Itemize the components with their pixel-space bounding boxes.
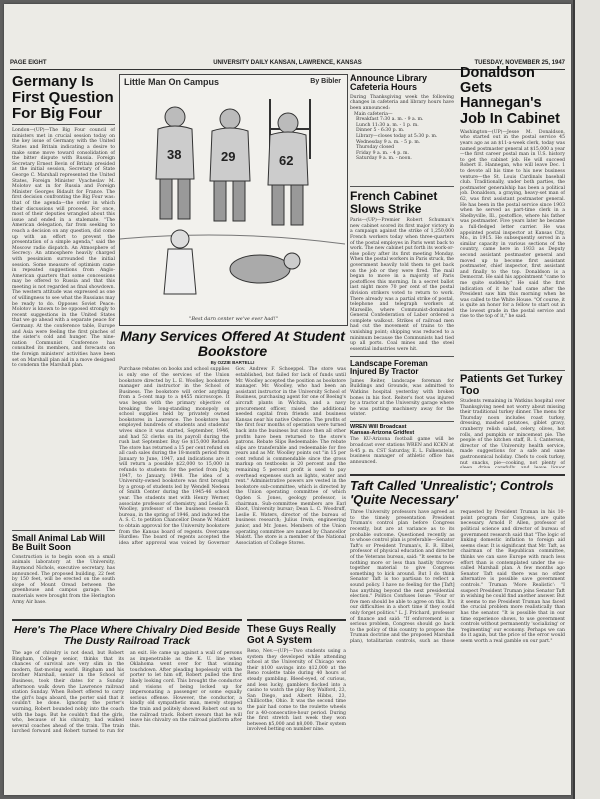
newspaper-page (4, 4, 571, 795)
animal-lab-body: Construction is to begin soon on a small animals laboratory at the University, Raymond Nichols, executive secretary, has announced. The proposed building, 22 feet by 150 feet, will be erected on the south slope of Mount Oread between the greenhouse and campus garage. The materials were brought from the Herington Army Air base. (12, 554, 115, 605)
landscape-headline: Landscape Foreman Injured By Tractor (350, 359, 428, 377)
taft-headline: Taft Called 'Unrealistic'; Controls 'Quite Necessary' (350, 478, 554, 507)
page-label: PAGE EIGHT (10, 60, 47, 66)
chivalry-body: The age of chivalry is not dead, but Robert Bingham, College senior, thinks that its chances of survival are very slim in the modern, fast-moving world. Bingham and his brother Marshall, senior in the School of Business, took their dates for a Sunday afternoon walk down the Lawrence railroad station Sunday. When Robert offered to carry the girl's bags aboard, the porter said that it couldn't be done. Ignoring the porter's warning, Robert bounded nobly into the coach with the bags. But he couldn't find the girls, who, because of his chivalry, had walked several coaches ahead of the train. The train lurched forward and Robert turned to run for an exit. He came up against a wall of persons as impenetrable as the K. U. line when Oklahoma went over for that winning touchdown. After pleading hopelessly with the porter to let him off, Robert pulled the first likely looking cord. This brought the conductor and visions of being locked up for impersonating a passenger or some equally serious offense. However, the conductor, a kindly old sympathetic man, merely stopped the train and politely showed Robert out on to the railroad track. Robert swears that he will leave his chivalry on the railroad platform after this. (12, 651, 242, 735)
center-figure (230, 253, 300, 283)
schedule-line: Saturday 9 a. m. - noon. (356, 156, 412, 162)
player-figure (210, 109, 250, 221)
turkey-body: Students remaining in Watkins hospital over Thanksgiving need not worry about missing their traditional turkey dinner. The menu for Thursday noon includes roast turkey, dressing, mashed potatoes, giblet gravy, cranberry relish salad, celery, olives, hot rolls, and pumpkin or mincemeat pie. The people of the kitchen staff, R. I. Canterson, director of the University health service, made suggestions for a safe and sane gastronomical holiday. Chefs to cook turkey, nut snacks, pie—cooking, not plenty of (460, 399, 565, 466)
wren-label: WREN Will Broadcast (350, 423, 407, 430)
jersey-number: 62 (279, 153, 294, 168)
cafeteria-article (350, 74, 454, 182)
schedule-line: Friday 9 a. m. - 4 p. m. (356, 150, 409, 156)
animal-lab-article (12, 530, 115, 614)
paper-name: UNIVERSITY DAILY KANSAN, LAWRENCE, KANSAS (213, 60, 362, 66)
cafeteria-headline: Announce Library Cafeteria Hours (350, 74, 428, 93)
animal-lab-headline: Small Animal Lab Will Be Built Soon (12, 533, 106, 553)
schedule-line: Dinner 5 - 6:30 p. m. (356, 128, 405, 134)
rally-body: Reno, Nev.—(UP)—Two students using a system they developed while attending school at the University of Chicago won their $100 savings into $12,000 at the Reno roulette table during 40 hours of steady gambling. Bleed-eyed, of curious, and less lucky, gamblers flocked into a casino to watch the play Roy Walford, 23, San Diego, and Albert Hibbs, 23, Chillicothe, Ohio. It was the second time the pair had come to the roulette wheels for a 40-consecutive-hour period. During the first stretch last week they won between $5,000 and $8,000. Their system involved betting on number nine. (247, 649, 346, 733)
taft-article (350, 474, 565, 792)
bookstore-byline: By OZZIE BARTELLI (210, 360, 255, 366)
cartoon-byline: By Bibler (310, 78, 341, 85)
schedule-line: Wednesday 9 a. m. - 5 p. m. (356, 139, 421, 145)
player-figure (156, 107, 194, 219)
french-headline: French Cabinet Slows Strike (350, 189, 438, 216)
schedule-line: Thursday closed (356, 145, 395, 151)
cafeteria-schedule-heading: Main cafeteria— (354, 111, 393, 117)
bookstore-headline: Many Services Offered At Student Bookstore (120, 329, 345, 359)
bookstore-body: Purchase rebates on books and school supplies is only one of the services of the Union bookstore directed by L. E. Woolley, bookstore manager and instructor in the School of Business. The bookstore will order anything from a 5-cent map to a $455 microscope. It was begun with the primary objective of breaking the long-standing monopoly on school supplies held by privately owned bookstores in Lawrence. The bookstore has employed hundreds of students and students' wives since it was started, September, 1946, and had 52 clerks on its payroll during the rush last September. Buy Ge $15,000 Refund: The store has returned a 15 per cent refund on all cash sales during the 18-month period from January to June, 1947, and indications are it will return a possible $22,000 to 15,000 in refunds to students for the period from July, 1947, to January, 1948. The idea of a University-owned bookstore was first brought by a group of students led by Wendell Nedeau of Smith Center during the 1945-46 school year. The students met with Henry Werner, associate professor of chemistry, and Leslie E. Woolley, professor of the business research bureau, in the spring of 1946, and induced the A. S. C. to petition Chancellor Deane W. Malott to obtain approval for the University bookstore from the Kansas board of regents. Overcame Hurdles: The board of regents accepted the idea after approval was voiced by Governor Gov. Andrew F. Schoeppel. The store was established, but failed for lack of funds until Mr. Woolley accepted the position as bookstore manager. Mr. Woolley, who had been an assistant instructor in the University School of Business, purchasing agent for one of Boeing's aircraft plants in Wichita, and a navy procurement officer, raised the additional needed capital from friends and business Kansas near his native Osborne. The profits of the first four months of operation were turned back into the business but since then all other profits have been returned to the store's patrons. Rebate Slips Redeemable: The rebate slips are transferable and redeemable for five years and as Mr. Woolley points out "in 15 per cent refund is commendable since the gross markup on textbooks is 20 percent and the remaining 5 percent profit is used to pay overhead expenses such as lights, water and rent." Administrative powers are vested in the bookstore sub-committee, which is directed by the Union operating committee of which Ogden S. Jones, geology professor, is chairman. Sub-committee members are Earl Kloot, University bursar; Dean L. C. Woodruff, Leslie E. Waters, director of the bureau of business research; Julius Irwin, engineering junior, and Mr. Jones. Members of the Union operating committee are named by Chancellor Malott. The store is a member of the National Association of College Stores. (119, 367, 346, 546)
chivalry-article (12, 619, 242, 793)
landscape-body: James Reiter, landscape foreman for Buildings and Grounds, was admitted to Watkins hospital yesterday with broken bones in his foot. Reiter's foot was injured by a tractor at the University garage where he was putting machinery away for the winter. (350, 378, 454, 418)
cartoon-panel (119, 74, 348, 326)
rally-headline: These Guys Really Got A System (247, 624, 336, 646)
coach-figure (164, 230, 196, 294)
germany-article (12, 74, 115, 524)
turkey-headline: Patients Get Turkey Too (460, 373, 563, 397)
germany-body: London—(UP)—The Big Four council of ministers met in crucial session today on the key issue of Germany with the United States and Britain indicating a desire to make some move toward consolidation of the bitter dispute with Russia. Foreign Secretary Ernest Bevin of Britain presided at the initial session, Secretary of State George C. Marshall represented the United States, Foreign Minister Vyacheslav M. Molotov sat in for Russia and Foreign Minister Georges Bidault for France. The first decision confronting the Big Four was: that of the agenda—the order in which their discussions will proceed. For once, most of their deputies wrangled about this issue and ended in a stalemate. "The American delegation, far from seeking to reach a decision on any question, did come up with an effort to prevent the presentation of a simple agenda," said the Moscow radio dispatch. An Atmosphere of Secrecy: An atmosphere heavily charged with pessimism surrounded the initial session. Some measure of optimism came in repeated suggestions from Anglo-American quarters that some concessions may be offered to Russia and that this meeting is not regarded as final showdown. The western attitude was expressed as one of willingness to see what the Russians may be ready to do. Opposes Soviet Peace: Molotov is known to be opposed strongly to recent suggestions in the United States that we go ahead with a separate peace for Germany. At the conference table, Europe and Asia were feeling the first pinches of the sister's cold and hunger. The nine-nation Communist Conference has consulted its members, and forecasts on the foreign ministers' activities have been set on Marshall plan aid in a move designed to condemn the Marshall plan. (12, 128, 115, 369)
french-article (350, 186, 454, 352)
bookstore-article (119, 329, 346, 615)
adjacent-page-edge (573, 0, 600, 799)
schedule-line: Lunch 11:30 a. m. - 1 p. m. (356, 122, 419, 128)
issue-date: TUESDAY, NOVEMBER 25, 1947 (474, 60, 565, 66)
turkey-article (460, 370, 565, 468)
donaldson-article (460, 66, 565, 366)
landscape-article (350, 356, 454, 464)
kansas-headline: Kansas-Arizona Gridfest (350, 429, 415, 436)
chivalry-headline: Here's The Place Where Chivalry Died Beside The Dusty Railroad Track (13, 624, 240, 648)
rally-article (247, 619, 346, 793)
schedule-line: Library—closes today at 5:30 p. m. (356, 134, 438, 140)
cafeteria-schedule (350, 117, 454, 162)
jersey-number: 29 (221, 149, 236, 164)
donaldson-body: Washington—(UP)—Jesse M. Donaldson, who started out in the postal service 45 years ago as an $11-a-week clerk, today was named postmaster general at $15,000 a year—the first career postal man in U.S. history to get the cabinet job. He will succeed Robert E. Hannegan, who will leave Dec. 1 to devote all his time to his new business venture—the St. Louis Cardinals baseball club. Traditionally, under both parties, the postmaster generalship has been a political job. Donaldson, a graying, heavy-set man of 62, was first assistant postmaster general. He has been in the postal service since 1903 when he served as part-time clerk in a Shelbyville, Ill., postoffice, where his father was postmaster. Five years later he became a full-fledged letter carrier. He was appointed postal inspector at Kansas City, Mo., in 1915. He subsequently served in a similar capacity in various sections of the country, came here in 1933 as Deputy second assistant postmaster general and moved up to become first assistant postmaster, chief inspector, first assistant and finally to the top. Donaldson is a Democrat. He said his appointment "came to me quite suddenly." He said the first indication of it he had came after the President saw him this morning when he was called to the White House. "Of course, it is quite an honor for a fellow to start out in the lowest grade in the postal service and rise to the top of it," he said. (460, 129, 565, 320)
donaldson-headline: Donaldson Gets Hannegan's Job In Cabinet (460, 66, 560, 127)
cartoon-drawing (120, 89, 345, 315)
kansas-body: The KU-Arizona football game will be broadcast over stations WREN and KCKN at 8:45 p. m. CST Saturday, E. L. Falkenstein, business manager of athletic office has announced. (350, 437, 454, 464)
cafeteria-body: During Thanksgiving week the following changes in cafeteria and library hours have been announced: (350, 94, 454, 112)
schedule-line: Breakfast 7:30 a. m. - 9 a. m. (356, 117, 424, 123)
cartoon-caption: "Best darn center we've ever had!" (189, 316, 278, 322)
taft-body: Three University professors have agreed as to the timely presentation President Truman's control plan before Congress recently, but are at variance as to its probable outcome. Questioned recently as to whose control plan is preferable—Senator Taft's or President Truman's, E. R. Elbel, professor of physical education and director of the Veterans bureau, said: "It seems to be nothing more or less than hastily thrown-together material to give Congress something to kick around. But I do think Senator Taft is too partisan to reflect a sound policy. I have no feeling for the [Taft] has anything beyond the next presidential election." Politics Confuses Issue: "Four or five men should be able to agree on this. It's our difficulties in a short time if they could only forget politics." L. J. Prichard, professor of finance and said: "If enforcement is a serious problem, Congress should go back to the policy of this country to propose the Truman doctrine and the proposed Marshall plan), totalitarian controls, such as those requested by President Truman in his 10-point program for Congress, are quite necessary. Arnold P. Allen, professor of political science and director of bureau of government research said that "The logic of linking domestic inflation to foreign aid seems clear. It is significant that Mr. Taft, as chairman of the Republican committee, thinks we can save Europe with much less effort than is contemplated under the so-called Marshall plan. A few months ago Senator Taft said there was no other alternative is possible save government controls." Truman 'More Realistic': "I suspect President Truman joins Senator Taft in wishing he could find another answer. But it seems to me President Truman has faced the crucial problem more realistically than has the senator. "It is possible that in our time experience shows, to use government controls without permanently 'socializing' or 'regimenting' our economy. Perhaps we can do it again, but the price of the error would seem worth a real gamble on our part." (350, 510, 565, 644)
cartoon-title: Little Man On Campus (124, 77, 220, 87)
jersey-number: 38 (167, 147, 182, 162)
germany-headline: Germany Is First Question For Big Four (12, 74, 114, 122)
french-body: Paris—(UP)—Premier Robert Schuman's new cabinet scored its first major victory in a campaign against the strike of 1,250,000 French workers today when three-quarters of the postal employes in Paris went back to work. The new cabinet put forth its work-or-else policy after its first meeting Monday. When the postal workers in Paris struck, the government heavily told them to get back on the job or they were fired. The mail began to move in a majority of Paris postoffices this morning. In a secret ballot last night more 70 per cent of the postal division strikers voted to return to work. There already was a partial strike of postal, telephone and telegraph workers at Marseille, where Communist-dominated General Confederation of Labor ordered a complete walkout. Strikes of railroad men had cut the movement of trains to the vanishing point; shipping was reduced to a minimum because the Communists had tied up all ports. Coal mines and the steel essential industries were hit. (350, 218, 454, 352)
